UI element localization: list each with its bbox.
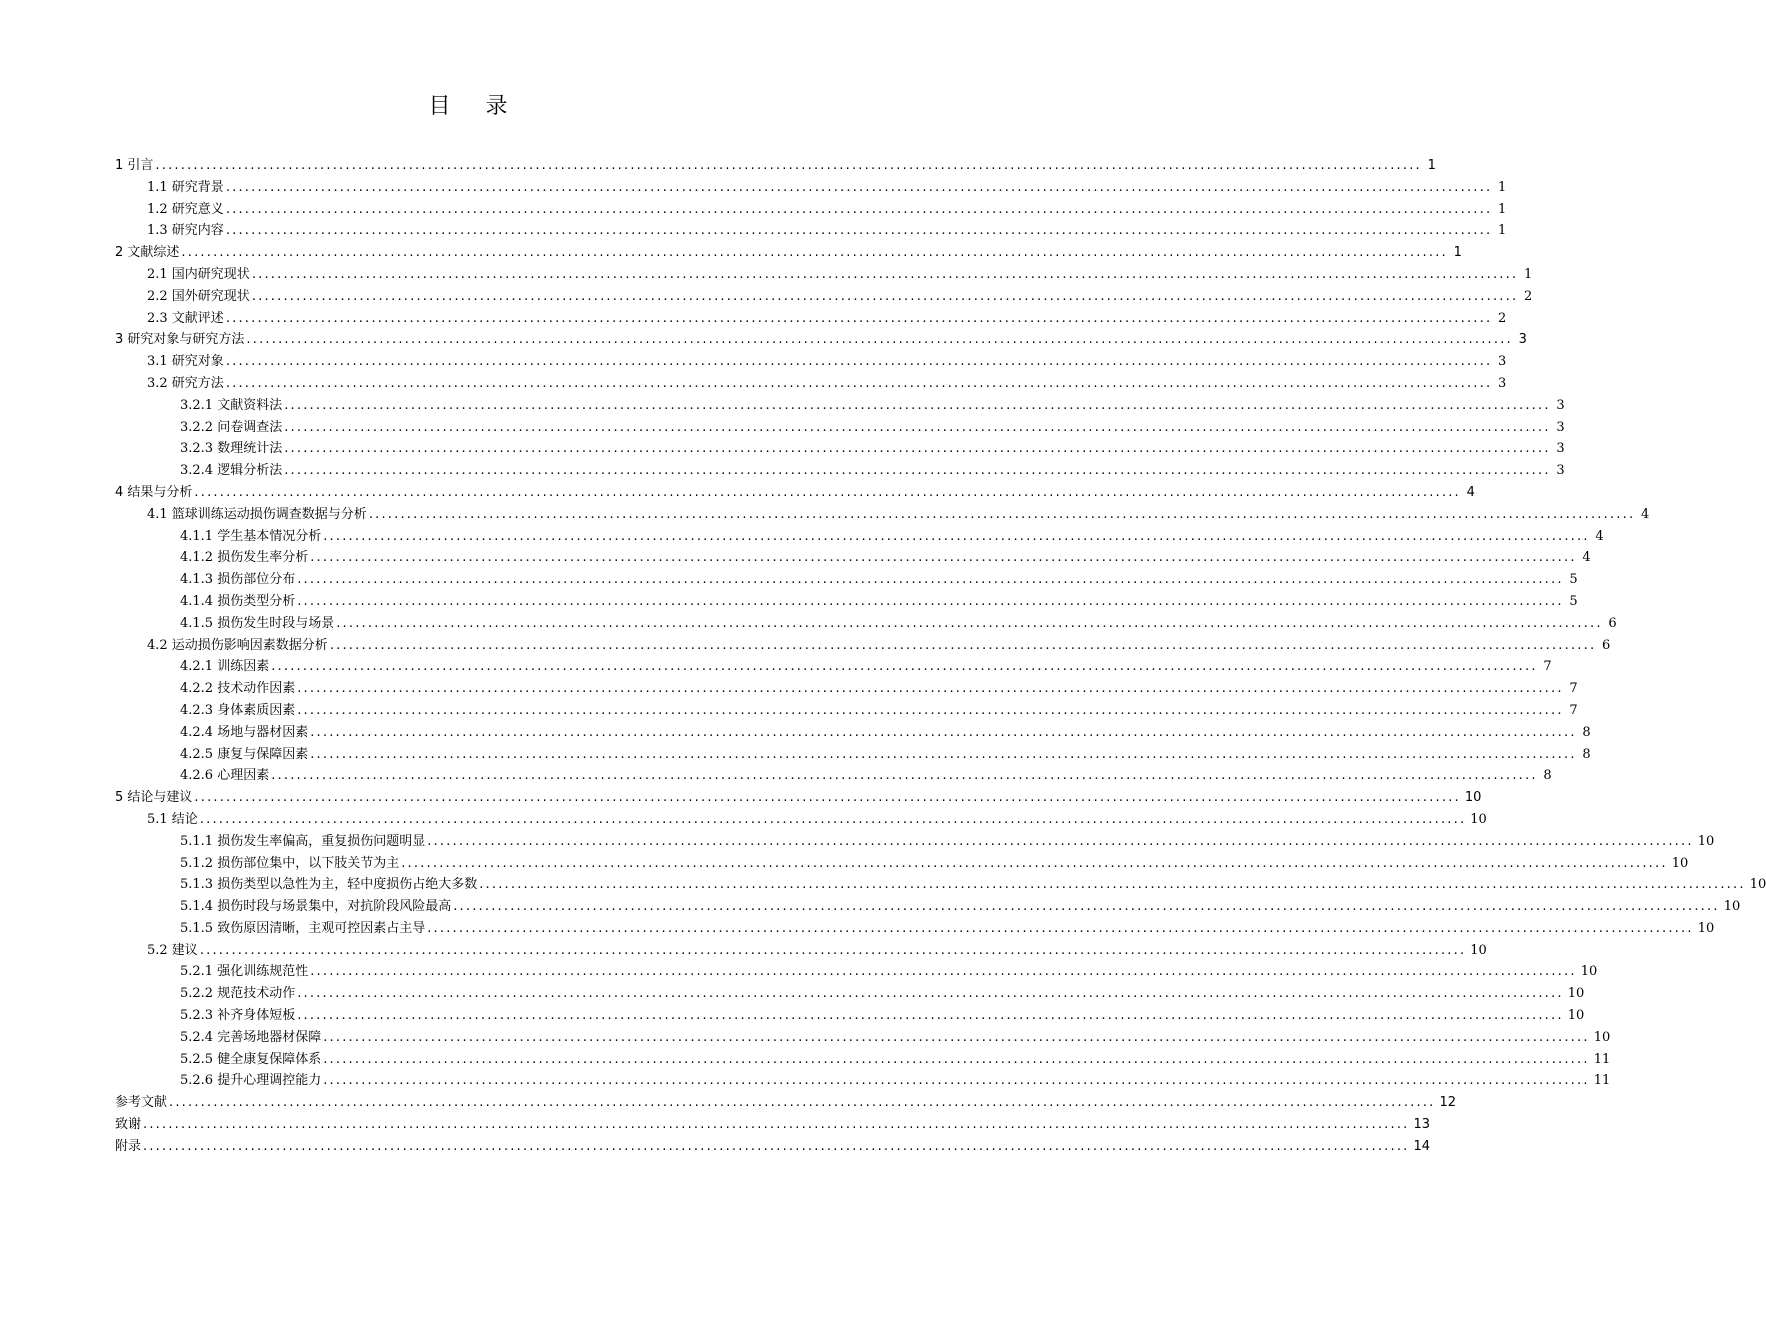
toc-entry[interactable]: [115, 308, 1507, 330]
toc-page-number: 7: [1569, 681, 1578, 697]
toc-page-number: 1: [1427, 158, 1436, 173]
toc-entry-title: 3.1 研究对象: [147, 354, 224, 370]
toc-page-number: 7: [1543, 659, 1552, 675]
toc-entry-title: 4.1.3 损伤部位分布: [180, 572, 296, 588]
toc-entry-title: 1.2 研究意义: [147, 201, 224, 217]
toc-page-number: 10: [1470, 942, 1487, 958]
toc-entry[interactable]: [115, 395, 1565, 417]
toc-page-number: 8: [1582, 724, 1591, 740]
toc-entry-title: 5 结论与建议: [115, 790, 193, 806]
toc-entry-title: 3.2.3 数理统计法: [180, 441, 283, 457]
toc-dot-leader: ........................................................................................................................................................................................................: [297, 986, 1564, 1002]
toc-entry[interactable]: [115, 460, 1565, 482]
toc-page-number: 5: [1569, 572, 1578, 588]
toc-entry-title: 5.2.6 提升心理调控能力: [180, 1073, 322, 1089]
toc-entry-title: 4.1 篮球训练运动损伤调查数据与分析: [147, 506, 367, 522]
toc-dot-leader: ........................................................................................................................................................................................................: [284, 463, 1551, 479]
toc-dot-leader: ........................................................................................................................................................................................................: [329, 637, 1597, 653]
table-of-contents: [115, 155, 1766, 1158]
toc-entry[interactable]: [115, 809, 1487, 831]
toc-page-number: 3: [1498, 375, 1507, 391]
toc-page-number: 5: [1569, 593, 1578, 609]
toc-dot-leader: ........................................................................................................................................................................................................: [143, 1117, 1410, 1133]
toc-entry[interactable]: [115, 722, 1591, 744]
toc-dot-leader: ........................................................................................................................................................................................................: [336, 615, 1603, 631]
toc-entry[interactable]: [115, 656, 1552, 678]
toc-page-number: 4: [1466, 484, 1475, 500]
toc-page-number: 2: [1524, 288, 1533, 304]
toc-entry[interactable]: [115, 635, 1611, 657]
toc-dot-leader: ........................................................................................................................................................................................................: [310, 746, 1577, 762]
toc-entry[interactable]: [115, 787, 1482, 809]
toc-entry-title: 3.2.2 问卷调查法: [180, 419, 283, 435]
toc-entry-title: 1.3 研究内容: [147, 223, 224, 239]
toc-page-number: 10: [1593, 1029, 1611, 1045]
toc-page-number: 10: [1567, 1008, 1585, 1024]
toc-page-number: 12: [1439, 1095, 1457, 1111]
toc-dot-leader: ........................................................................................................................................................................................................: [194, 790, 1461, 806]
toc-entry[interactable]: [115, 918, 1715, 940]
toc-entry-title: 附录: [115, 1138, 142, 1154]
toc-dot-leader: ........................................................................................................................................................................................................: [199, 942, 1467, 958]
toc-entry[interactable]: [115, 983, 1585, 1005]
toc-dot-leader: ........................................................................................................................................................................................................: [368, 506, 1636, 522]
toc-page-number: 1: [1498, 223, 1507, 239]
toc-entry[interactable]: [115, 1005, 1585, 1027]
toc-entry[interactable]: [115, 853, 1689, 875]
toc-page-number: 11: [1593, 1073, 1611, 1089]
toc-entry[interactable]: [115, 1049, 1611, 1071]
toc-entry-title: 5.1.3 损伤类型以急性为主，轻中度损伤占绝大多数: [180, 877, 478, 893]
toc-page-number: 11: [1593, 1051, 1611, 1067]
toc-entry-title: 4 结果与分析: [115, 484, 193, 500]
toc-dot-leader: ........................................................................................................................................................................................................: [284, 419, 1551, 435]
toc-page-number: 10: [1464, 790, 1482, 806]
toc-dot-leader: ........................................................................................................................................................................................................: [297, 1008, 1564, 1024]
toc-dot-leader: ........................................................................................................................................................................................................: [401, 855, 1668, 871]
toc-entry-title: 2.1 国内研究现状: [147, 266, 250, 282]
toc-page-number: 3: [1556, 441, 1565, 457]
toc-entry-title: 4.2.6 心理因素: [180, 768, 270, 784]
toc-dot-leader: ........................................................................................................................................................................................................: [284, 441, 1551, 457]
toc-dot-leader: ........................................................................................................................................................................................................: [323, 1073, 1590, 1089]
toc-entry[interactable]: [115, 1027, 1611, 1049]
toc-dot-leader: ........................................................................................................................................................................................................: [246, 332, 1513, 348]
toc-entry[interactable]: [115, 591, 1578, 613]
toc-page-number: 3: [1556, 397, 1565, 413]
toc-entry-title: 4.1.4 损伤类型分析: [180, 593, 296, 609]
toc-dot-leader: ........................................................................................................................................................................................................: [251, 266, 1519, 282]
toc-entry[interactable]: [115, 526, 1604, 548]
toc-page-number: 8: [1582, 746, 1591, 762]
toc-dot-leader: ........................................................................................................................................................................................................: [310, 724, 1577, 740]
toc-entry-title: 4.2.5 康复与保障因素: [180, 746, 309, 762]
toc-entry[interactable]: [115, 1114, 1431, 1136]
toc-page-number: 4: [1641, 506, 1650, 522]
toc-entry-title: 1.1 研究背景: [147, 179, 224, 195]
toc-entry[interactable]: [115, 765, 1552, 787]
toc-page-number: 3: [1498, 354, 1507, 370]
toc-entry-title: 4.1.1 学生基本情况分析: [180, 528, 322, 544]
toc-dot-leader: ........................................................................................................................................................................................................: [323, 1051, 1590, 1067]
toc-entry[interactable]: [115, 831, 1715, 853]
toc-page-number: 1: [1498, 201, 1507, 217]
toc-page-number: 10: [1697, 920, 1715, 936]
toc-dot-leader: ........................................................................................................................................................................................................: [225, 179, 1493, 195]
toc-dot-leader: ........................................................................................................................................................................................................: [251, 288, 1519, 304]
toc-entry-title: 4.2.1 训练因素: [180, 659, 270, 675]
toc-page-number: 10: [1580, 964, 1598, 980]
toc-dot-leader: ........................................................................................................................................................................................................: [323, 1029, 1590, 1045]
toc-dot-leader: ........................................................................................................................................................................................................: [199, 811, 1467, 827]
toc-entry-title: 参考文献: [115, 1095, 168, 1111]
toc-entry[interactable]: [115, 504, 1650, 526]
toc-entry[interactable]: [115, 417, 1565, 439]
toc-entry-title: 4.1.2 损伤发生率分析: [180, 550, 309, 566]
toc-entry-title: 5.1 结论: [147, 811, 198, 827]
toc-entry-title: 2.2 国外研究现状: [147, 288, 250, 304]
toc-entry-title: 3.2 研究方法: [147, 375, 224, 391]
toc-entry-title: 致谢: [115, 1117, 142, 1133]
toc-entry[interactable]: [115, 155, 1436, 177]
toc-page-number: 10: [1671, 855, 1689, 871]
toc-page-number: 1: [1524, 266, 1533, 282]
toc-entry-title: 5.1.5 致伤原因清晰，主观可控因素占主导: [180, 920, 426, 936]
toc-entry[interactable]: [115, 242, 1462, 264]
toc-page-number: 2: [1498, 310, 1507, 326]
toc-entry-title: 5.1.4 损伤时段与场景集中，对抗阶段风险最高: [180, 899, 452, 915]
toc-entry[interactable]: [115, 264, 1533, 286]
toc-page-number: 1: [1498, 179, 1507, 195]
toc-entry[interactable]: [115, 199, 1507, 221]
toc-page-number: 1: [1453, 245, 1462, 261]
toc-page-number: 8: [1543, 768, 1552, 784]
toc-dot-leader: ........................................................................................................................................................................................................: [194, 484, 1461, 500]
toc-entry[interactable]: [115, 1070, 1611, 1092]
toc-entry[interactable]: [115, 482, 1475, 504]
toc-entry-title: 5.2.1 强化训练规范性: [180, 964, 309, 980]
toc-page-number: 13: [1413, 1117, 1431, 1133]
toc-entry[interactable]: [115, 1092, 1457, 1114]
toc-entry-title: 5.2.2 规范技术动作: [180, 986, 296, 1002]
toc-dot-leader: ........................................................................................................................................................................................................: [143, 1138, 1410, 1154]
toc-dot-leader: ........................................................................................................................................................................................................: [225, 201, 1493, 217]
toc-dot-leader: ........................................................................................................................................................................................................: [310, 550, 1577, 566]
toc-entry[interactable]: [115, 700, 1578, 722]
toc-entry-title: 2.3 文献评述: [147, 310, 224, 326]
toc-page-number: 3: [1556, 463, 1565, 479]
toc-page-number: 3: [1556, 419, 1565, 435]
toc-dot-leader: ........................................................................................................................................................................................................: [181, 245, 1448, 261]
toc-entry[interactable]: [115, 177, 1507, 199]
toc-entry[interactable]: [115, 329, 1527, 351]
toc-entry[interactable]: [115, 896, 1741, 918]
toc-entry-title: 3.2.4 逻辑分析法: [180, 463, 283, 479]
toc-entry-title: 4.2 运动损伤影响因素数据分析: [147, 637, 328, 653]
toc-dot-leader: ........................................................................................................................................................................................................: [225, 223, 1493, 239]
toc-dot-leader: ........................................................................................................................................................................................................: [284, 397, 1551, 413]
toc-entry[interactable]: [115, 961, 1598, 983]
toc-dot-leader: ........................................................................................................................................................................................................: [479, 877, 1746, 893]
toc-page-number: 7: [1569, 702, 1578, 718]
toc-title: 目 录: [428, 94, 522, 119]
toc-entry-title: 4.2.2 技术动作因素: [180, 681, 296, 697]
toc-dot-leader: ........................................................................................................................................................................................................: [427, 920, 1694, 936]
toc-dot-leader: ........................................................................................................................................................................................................: [169, 1095, 1436, 1111]
toc-entry-title: 5.2.4 完善场地器材保障: [180, 1029, 322, 1045]
toc-entry-title: 1 引言: [115, 158, 154, 173]
toc-entry[interactable]: [115, 547, 1591, 569]
toc-entry-title: 3 研究对象与研究方法: [115, 332, 245, 348]
toc-page-number: 6: [1608, 615, 1617, 631]
toc-dot-leader: ........................................................................................................................................................................................................: [271, 659, 1538, 675]
toc-entry[interactable]: [115, 678, 1578, 700]
toc-entry[interactable]: [115, 220, 1507, 242]
toc-dot-leader: ........................................................................................................................................................................................................: [310, 964, 1577, 980]
toc-dot-leader: ........................................................................................................................................................................................................: [225, 375, 1493, 391]
toc-dot-leader: ........................................................................................................................................................................................................: [427, 833, 1694, 849]
toc-page-number: 10: [1723, 899, 1741, 915]
toc-entry[interactable]: [115, 373, 1507, 395]
toc-entry-title: 4.1.5 损伤发生时段与场景: [180, 615, 335, 631]
toc-entry[interactable]: [115, 744, 1591, 766]
toc-dot-leader: ........................................................................................................................................................................................................: [323, 528, 1590, 544]
toc-dot-leader: ........................................................................................................................................................................................................: [225, 310, 1493, 326]
toc-entry-title: 5.1.2 损伤部位集中，以下肢关节为主: [180, 855, 400, 871]
toc-page-number: 4: [1582, 550, 1591, 566]
toc-page-number: 14: [1413, 1138, 1431, 1154]
toc-entry[interactable]: [115, 940, 1487, 962]
toc-entry[interactable]: [115, 613, 1617, 635]
toc-entry[interactable]: [115, 286, 1533, 308]
toc-page-number: 4: [1595, 528, 1604, 544]
toc-page-number: 6: [1602, 637, 1611, 653]
toc-dot-leader: ........................................................................................................................................................................................................: [297, 572, 1564, 588]
toc-entry-title: 3.2.1 文献资料法: [180, 397, 283, 413]
toc-dot-leader: ........................................................................................................................................................................................................: [297, 681, 1564, 697]
toc-dot-leader: ........................................................................................................................................................................................................: [225, 354, 1493, 370]
toc-entry-title: 5.2.3 补齐身体短板: [180, 1008, 296, 1024]
toc-entry[interactable]: [115, 438, 1565, 460]
toc-entry-title: 4.2.3 身体素质因素: [180, 702, 296, 718]
toc-page-number: 3: [1518, 332, 1527, 348]
toc-dot-leader: ........................................................................................................................................................................................................: [297, 593, 1564, 609]
toc-page-number: 10: [1749, 877, 1766, 893]
toc-entry[interactable]: [115, 351, 1507, 373]
toc-entry-title: 5.2.5 健全康复保障体系: [180, 1051, 322, 1067]
toc-page-number: 10: [1567, 986, 1585, 1002]
toc-dot-leader: ........................................................................................................................................................................................................: [297, 702, 1564, 718]
toc-page-number: 10: [1470, 811, 1487, 827]
toc-entry[interactable]: [115, 1136, 1431, 1158]
toc-entry-title: 2 文献综述: [115, 245, 180, 261]
toc-entry-title: 4.2.4 场地与器材因素: [180, 724, 309, 740]
toc-dot-leader: ........................................................................................................................................................................................................: [453, 899, 1720, 915]
toc-entry-title: 5.1.1 损伤发生率偏高，重复损伤问题明显: [180, 833, 426, 849]
toc-entry-title: 5.2 建议: [147, 942, 198, 958]
toc-entry[interactable]: [115, 569, 1578, 591]
toc-dot-leader: ........................................................................................................................................................................................................: [155, 158, 1422, 173]
toc-page-number: 10: [1697, 833, 1715, 849]
toc-entry[interactable]: [115, 874, 1766, 896]
toc-dot-leader: ........................................................................................................................................................................................................: [271, 768, 1538, 784]
